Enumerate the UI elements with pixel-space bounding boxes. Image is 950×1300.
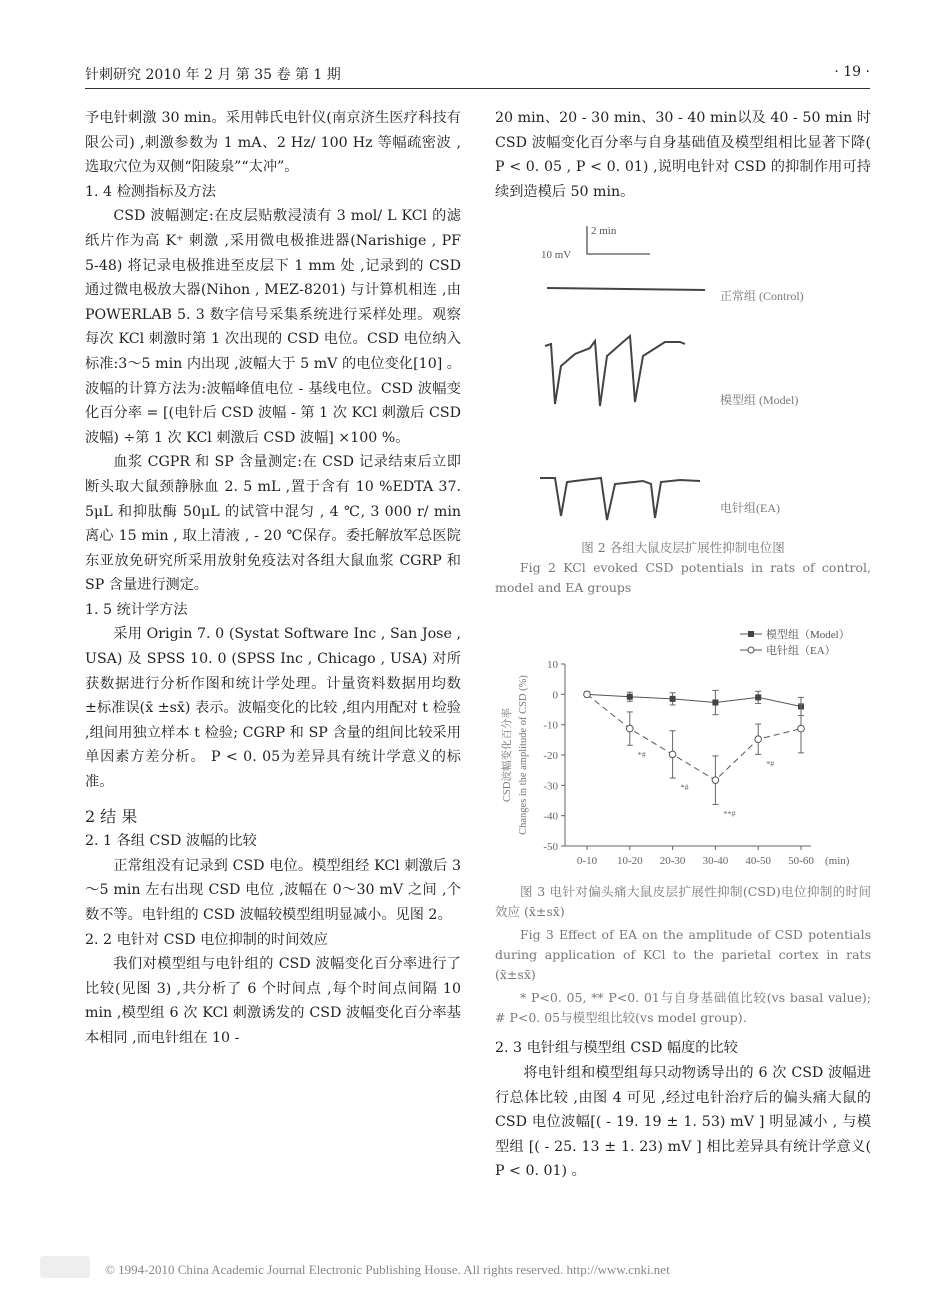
copyright-footer: © 1994-2010 China Academic Journal Electronic Publishing House. All rights reserved. http://www.cnki.net [105,1262,670,1277]
label-control: 正常组 (Control) [720,289,804,304]
y-label-en: Changes in the amplitude of CSD (%) [518,675,529,836]
paragraph: 20 min、20 - 30 min、30 - 40 min以及 40 - 50 min 时 CSD 波幅变化百分率与自身基础值及模型组相比显著下降( P < 0. 05 , P < 0. 01) ,说明电针对 CSD 的抑制作用可持续到造模后 50 min。 [495,110,871,200]
figure-2 [495,222,875,532]
fig3-caption-en: Fig 3 Effect of EA on the amplitude of CSD potentials during application of KCl to the parietal cortex in rats (x̄±sx̄) [495,927,871,983]
label-ea: 电针组(EA) [720,501,780,516]
fig3-note: * P<0. 05, ** P<0. 01与自身基础值比较(vs basal value); # P<0. 05与模型组比较(vs model group). [495,990,871,1026]
data-point-ea [798,726,805,733]
significance-mark: *# [766,759,775,769]
trace-model [545,336,685,406]
data-point-ea [584,691,591,698]
data-point-ea [755,736,762,743]
scale-volt: 10 mV [541,249,572,262]
legend-label: 电针组（EA） [766,645,836,658]
trace-control [547,288,705,290]
data-point-ea [627,726,634,733]
right-column-bottom [495,1036,871,1184]
label-model: 模型组 (Model) [720,393,799,408]
y-tick-label: -10 [543,720,558,733]
x-tick-label: 20-30 [659,855,686,868]
y-tick-label: 10 [547,659,558,672]
figure-3-chart [490,624,890,874]
data-point-model [712,700,718,706]
paragraph: 血浆 CGPR 和 SP 含量测定:在 CSD 记录结束后立即断头取大鼠颈静脉血 2. 5 mL ,置于含有 10 %EDTA 37. 5μL 和抑肽酶 50μL 的试管中混匀 , 4 ℃, 3 000 r/ min 离心 15 min , 取上清液 , - 20 ℃保存。委托解放军总医院东亚放免研究所采用放射免疫法对各组大鼠血浆 CGRP 和 SP 含量进行测定。 [85,454,461,594]
section-heading: 2 结 果 [85,806,138,826]
y-label-cn: CSD波幅变化百分率 [502,708,513,803]
paragraph: 采用 Origin 7. 0 (Systat Software Inc , San Jose , USA) 及 SPSS 10. 0 (SPSS Inc , Chicago , USA) 对所获数据进行分析作图和统计学处理。计量资料数据用均数 ±标准误(x̄ ±sx̄) 表示。波幅变化的比较 ,组内用配对 t 检验 ,组间用独立样本 t 检验; CGRP 和 SP 含量的组间比较采用单因素方差分析。 P < 0. 05为差异具有统计学意义的标准。 [85,626,461,791]
x-tick-label: 30-40 [702,855,729,868]
legend-marker [748,647,754,653]
section-heading: 予电针刺激 30 min。采用韩氏电针仪(南京济生医疗科技有限公司) ,刺激参数为 1 mA、2 Hz/ 100 Hz 等幅疏密波 ,选取穴位为双侧“阳陵泉”“太冲”。 [85,110,461,176]
section-heading: 2. 3 电针组与模型组 CSD 幅度的比较 [495,1040,738,1057]
header-rule [85,88,870,89]
data-point-model [627,694,633,700]
fig2-caption-en: Fig 2 KCl evoked CSD potentials in rats of control, model and EA groups [495,560,871,596]
data-point-ea [712,777,719,784]
legend-marker [748,631,754,637]
fig3-caption-cn: 图 3 电针对偏头痛大鼠皮层扩展性抑制(CSD)电位抑制的时间效应 (x̄±sx̄) [495,884,871,920]
x-tick-label: 40-50 [745,855,772,868]
x-tick-label: 50-60 [788,855,814,868]
section-heading: 2. 2 电针对 CSD 电位抑制的时间效应 [85,931,328,948]
paragraph: 将电针组和模型组每只动物诱导出的 6 次 CSD 波幅进行总体比较 ,由图 4 可见 ,经过电针治疗后的偏头痛大鼠的 CSD 电位波幅[( - 19. 19 ± 1. 53) mV ] 明显减小 , 与模型组 [( - 25. 13 ± 1. 23) mV ] 相比差异具有统计学意义( P < 0. 01) 。 [495,1064,871,1180]
significance-mark: **# [723,809,736,819]
legend-label: 模型组（Model） [766,629,850,642]
series-line-0 [587,695,801,707]
y-tick-label: -40 [543,811,558,824]
x-tick-label: 10-20 [616,855,643,868]
data-point-model [670,696,676,702]
y-tick-label: -20 [543,750,558,763]
scale-time: 2 min [591,225,617,238]
paragraph: CSD 波幅测定:在皮层贴敷浸渍有 3 mol/ L KCl 的滤纸片作为高 K⁺ 刺激 ,采用微电极推进器(Narishige , PF 5-48) 将记录电极推进至皮层下 1 mm 处 ,记录到的 CSD 通过微电极放大器(Nihon , MEZ-8201) 与计算机相连 ,由 POWERLAB 5. 3 数字信号采集系统进行采样处理。观察每次 KCl 刺激时第 1 次出现的 CSD 电位。CSD 电位纳入标准:3～5 min 内出现 ,波幅大于 5 mV 的电位变化[10] 。波幅的计算方法为:波幅峰值电位 - 基线电位。CSD 波幅变化百分率 = [(电针后 CSD 波幅 - 第 1 次 KCl 刺激后 CSD 波幅) ÷第 1 次 KCl 刺激后 CSD 波幅] ×100 %。 [85,208,461,446]
page-number: · 19 · [834,64,870,80]
y-tick-label: 0 [552,689,558,702]
section-heading: 1. 5 统计学方法 [85,601,188,618]
fig2-caption-cn: 图 2 各组大鼠皮层扩展性抑制电位图 [581,540,785,556]
data-point-ea [669,751,676,758]
paragraph: 正常组没有记录到 CSD 电位。模型组经 KCl 刺激后 3～5 min 左右出现 CSD 电位 ,波幅在 0～30 mV 之间 ,个数不等。电针组的 CSD 波幅较模型组明显减小。见图 2。 [85,857,461,923]
data-point-model [755,695,761,701]
x-unit: (min) [825,855,850,868]
y-tick-label: -50 [543,841,558,854]
left-column [85,106,461,1051]
section-heading: 2. 1 各组 CSD 波幅的比较 [85,833,257,850]
significance-mark: *# [680,783,689,793]
trace-ea [540,478,700,520]
y-tick-label: -30 [543,780,558,793]
right-column [495,106,871,1184]
x-tick-label: 0-10 [576,855,598,868]
paragraph: 我们对模型组与电针组的 CSD 波幅变化百分率进行了比较(见图 3) ,共分析了 6 个时间点 ,每个时间点间隔 10 min ,模型组 6 次 KCl 刺激诱发的 CSD 波幅变化百分率基本相同 ,而电针组在 10 - [85,956,461,1046]
scale-bar [541,225,650,261]
cnki-logo [40,1256,90,1278]
running-header: 针刺研究 2010 年 2 月 第 35 卷 第 1 期 [85,67,341,83]
section-heading: 1. 4 检测指标及方法 [85,183,216,200]
significance-mark: *# [637,750,646,760]
